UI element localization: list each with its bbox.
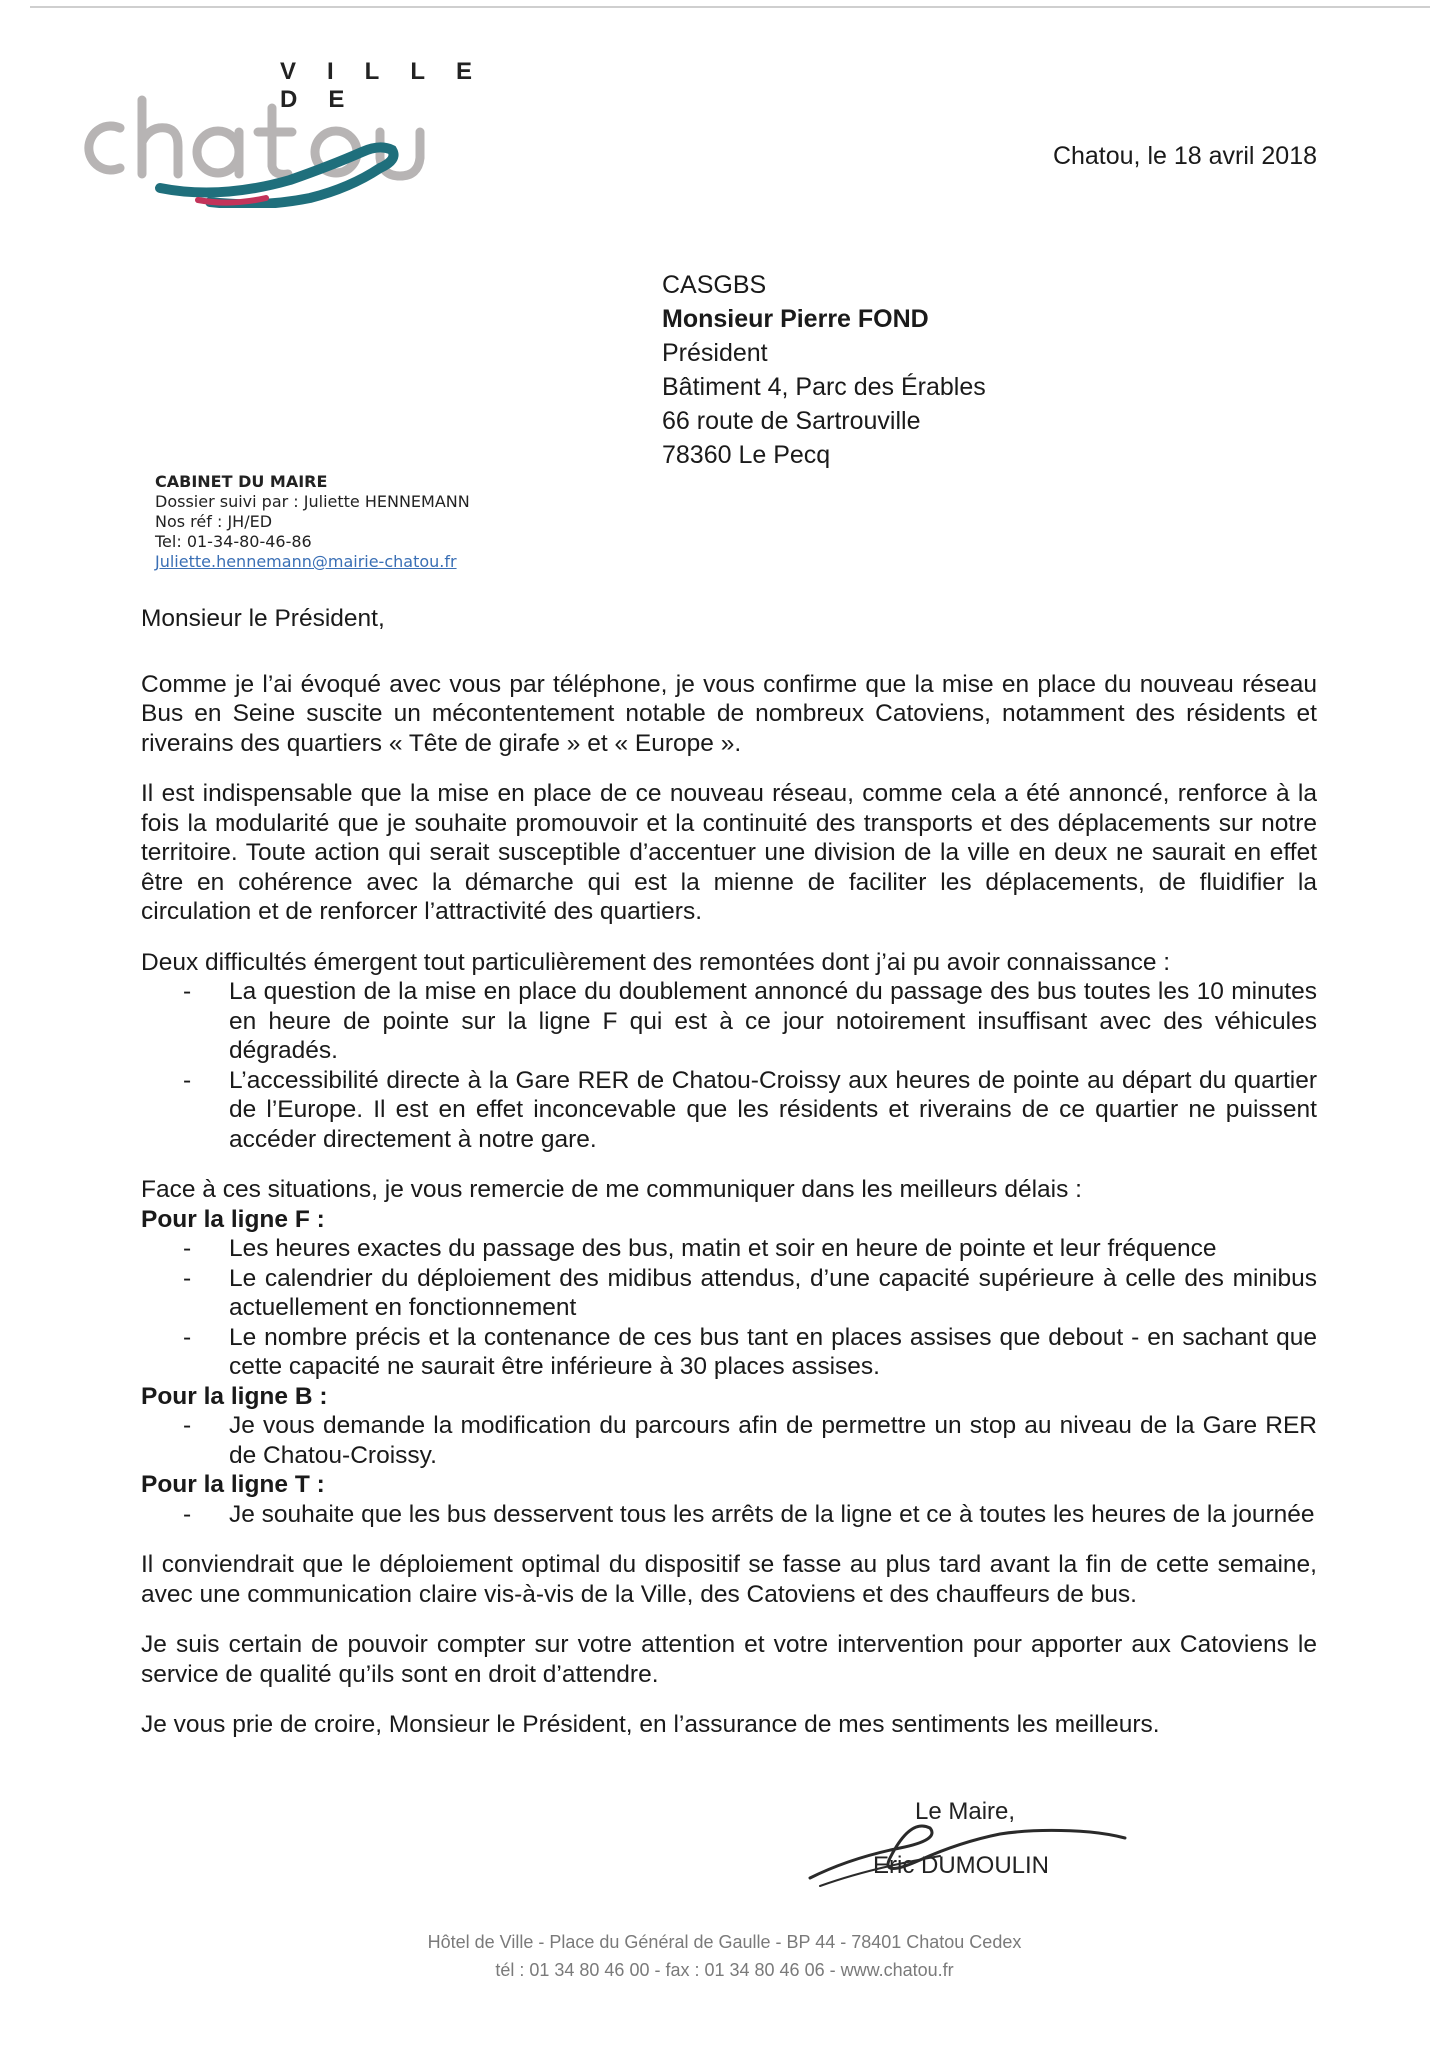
paragraph-1: Comme je l’ai évoqué avec vous par téléphone, je vous confirme que la mise en place du nouveau réseau Bus en Seine suscite un mécontentement notable de nombreux Catoviens, notamment des résidents et riverains des quartiers « Tête de girafe » et « Europe ».: [141, 670, 1317, 757]
dash-bullet: -: [183, 1500, 192, 1528]
paragraph-6: Je suis certain de pouvoir compter sur votre attention et votre intervention pour apporter aux Catoviens le service de qualité qu’ils sont en droit d’attendre.: [141, 1631, 1317, 1688]
dash-bullet: -: [183, 978, 192, 1005]
recipient-address2: 66 route de Sartrouville: [662, 407, 921, 435]
list-item: [141, 1411, 1317, 1470]
dash-bullet: -: [183, 1323, 192, 1351]
paragraph-5: Il conviendrait que le déploiement optimal du dispositif se fasse au plus tard avant la fin de cette semaine, avec une communication claire vis-à-vis de la Ville, des Catoviens et des chauffeurs de bus.: [141, 1551, 1317, 1608]
letter-body: [141, 604, 1317, 1761]
ligne-f-heading: Pour la ligne F :: [141, 1205, 325, 1233]
letter-date: Chatou, le 18 avril 2018: [1052, 142, 1317, 170]
ligne-t-heading: Pour la ligne T :: [141, 1471, 325, 1498]
signature-name: Eric DUMOULIN: [873, 1852, 1050, 1879]
logo: [80, 58, 504, 208]
top-divider: [30, 6, 1430, 8]
dash-bullet: -: [183, 1235, 192, 1262]
ligne-f-label: Pour la ligne F: [141, 1205, 310, 1233]
list-item: [141, 977, 1317, 1066]
list-item-text: Le calendrier du déploiement des midibus attendus, d’une capacité supérieure à celle des minibus actuellement en fonctionnement: [229, 1264, 1317, 1321]
ligne-b-heading: Pour la ligne B :: [141, 1382, 328, 1410]
list-item-text: L’accessibilité directe à la Gare RER de Chatou-Croissy aux heures de pointe au départ du quartier de l’Europe. Il est en effet inconcevable que les résidents et riverains de ce quartier ne puissent accéder directement à notre gare.: [229, 1066, 1317, 1153]
recipient-city: 78360 Le Pecq: [662, 441, 831, 469]
paragraph-2: Il est indispensable que la mise en place de ce nouveau réseau, comme cela a été annoncé, renforce à la fois la modularité que je souhaite promouvoir et la continuité des transports et des déplacements sur notre territoire. Toute action qui serait susceptible d’accentuer une division de la ville en deux ne saurait en effet être en cohérence avec la démarche qui est la mienne de faciliter les déplacements, de fluidifier la circulation et de renforcer l’attractivité des quartiers.: [141, 780, 1317, 925]
list-item-text: Les heures exactes du passage des bus, matin et soir en heure de pointe et leur fréquence: [229, 1235, 1217, 1262]
list-item: [141, 1264, 1317, 1323]
paragraph-4-intro: Face à ces situations, je vous remercie de me communiquer dans les meilleurs délais :: [141, 1176, 1082, 1203]
ligne-t-list: [141, 1500, 1317, 1530]
list-item: [141, 1234, 1317, 1264]
paragraph-3-intro: Deux difficultés émergent tout particulièrement des remontées dont j’ai pu avoir connaissance :: [141, 948, 1171, 976]
cabinet-dossier: Dossier suivi par : Juliette HENNEMANN: [155, 492, 470, 511]
page-footer: [0, 1928, 1449, 1984]
list-item-text: Je vous demande la modification du parcours afin de permettre un stop au niveau de la Gare RER de Chatou-Croissy.: [229, 1412, 1317, 1469]
list-item-text: Je souhaite que les bus desservent tous les arrêts de la ligne et ce à toutes les heures de la journée: [229, 1500, 1315, 1528]
difficulties-section: [141, 948, 1317, 1155]
dash-bullet: -: [183, 1264, 192, 1292]
requests-section: [141, 1175, 1317, 1529]
salutation: Monsieur le Président,: [141, 605, 385, 632]
dash-bullet: -: [183, 1412, 192, 1439]
ligne-b-list: [141, 1411, 1317, 1470]
ligne-t-label: Pour la ligne T: [141, 1471, 310, 1498]
cabinet-tel: Tel: 01-34-80-46-86: [155, 532, 312, 551]
cabinet-email-link[interactable]: Juliette.hennemann@mairie-chatou.fr: [155, 552, 457, 571]
recipient-title: Président: [662, 339, 768, 367]
list-item: [141, 1500, 1317, 1530]
footer-address: Hôtel de Ville - Place du Général de Gaulle - BP 44 - 78401 Chatou Cedex: [427, 1932, 1022, 1952]
logo-chatou-graphic: [80, 88, 500, 208]
recipient-name: Monsieur Pierre FOND: [662, 305, 929, 333]
dash-bullet: -: [183, 1066, 192, 1094]
cabinet-ref: Nos réf : JH/ED: [155, 512, 273, 531]
footer-contacts: tél : 01 34 80 46 00 - fax : 01 34 80 46 06 - www.chatou.fr: [495, 1960, 954, 1980]
difficulties-list: [141, 977, 1317, 1154]
recipient-address1: Bâtiment 4, Parc des Érables: [662, 373, 986, 401]
cabinet-heading: CABINET DU MAIRE: [155, 472, 328, 491]
recipient-block: [662, 268, 986, 472]
signature-block: [790, 1798, 1130, 1898]
list-item: [141, 1066, 1317, 1155]
recipient-org: CASGBS: [662, 271, 767, 299]
ligne-f-list: [141, 1234, 1317, 1382]
list-item: [141, 1323, 1317, 1382]
list-item-text: Le nombre précis et la contenance de ces bus tant en places assises que debout - en sachant que cette capacité ne saurait être inférieure à 30 places assises.: [229, 1323, 1317, 1380]
handwritten-signature: [790, 1798, 1130, 1898]
sender-block: [155, 472, 470, 572]
logo-ville-de: VILLE DE: [280, 58, 504, 113]
ligne-b-label: Pour la ligne B: [141, 1382, 313, 1410]
paragraph-7: Je vous prie de croire, Monsieur le Président, en l’assurance de mes sentiments les meilleurs.: [141, 1711, 1160, 1738]
signature-title: Le Maire,: [915, 1798, 1016, 1825]
list-item-text: La question de la mise en place du doublement annoncé du passage des bus toutes les 10 minutes en heure de pointe sur la ligne F qui est à ce jour notoirement insuffisant avec des véhicules dégradés.: [229, 978, 1317, 1064]
